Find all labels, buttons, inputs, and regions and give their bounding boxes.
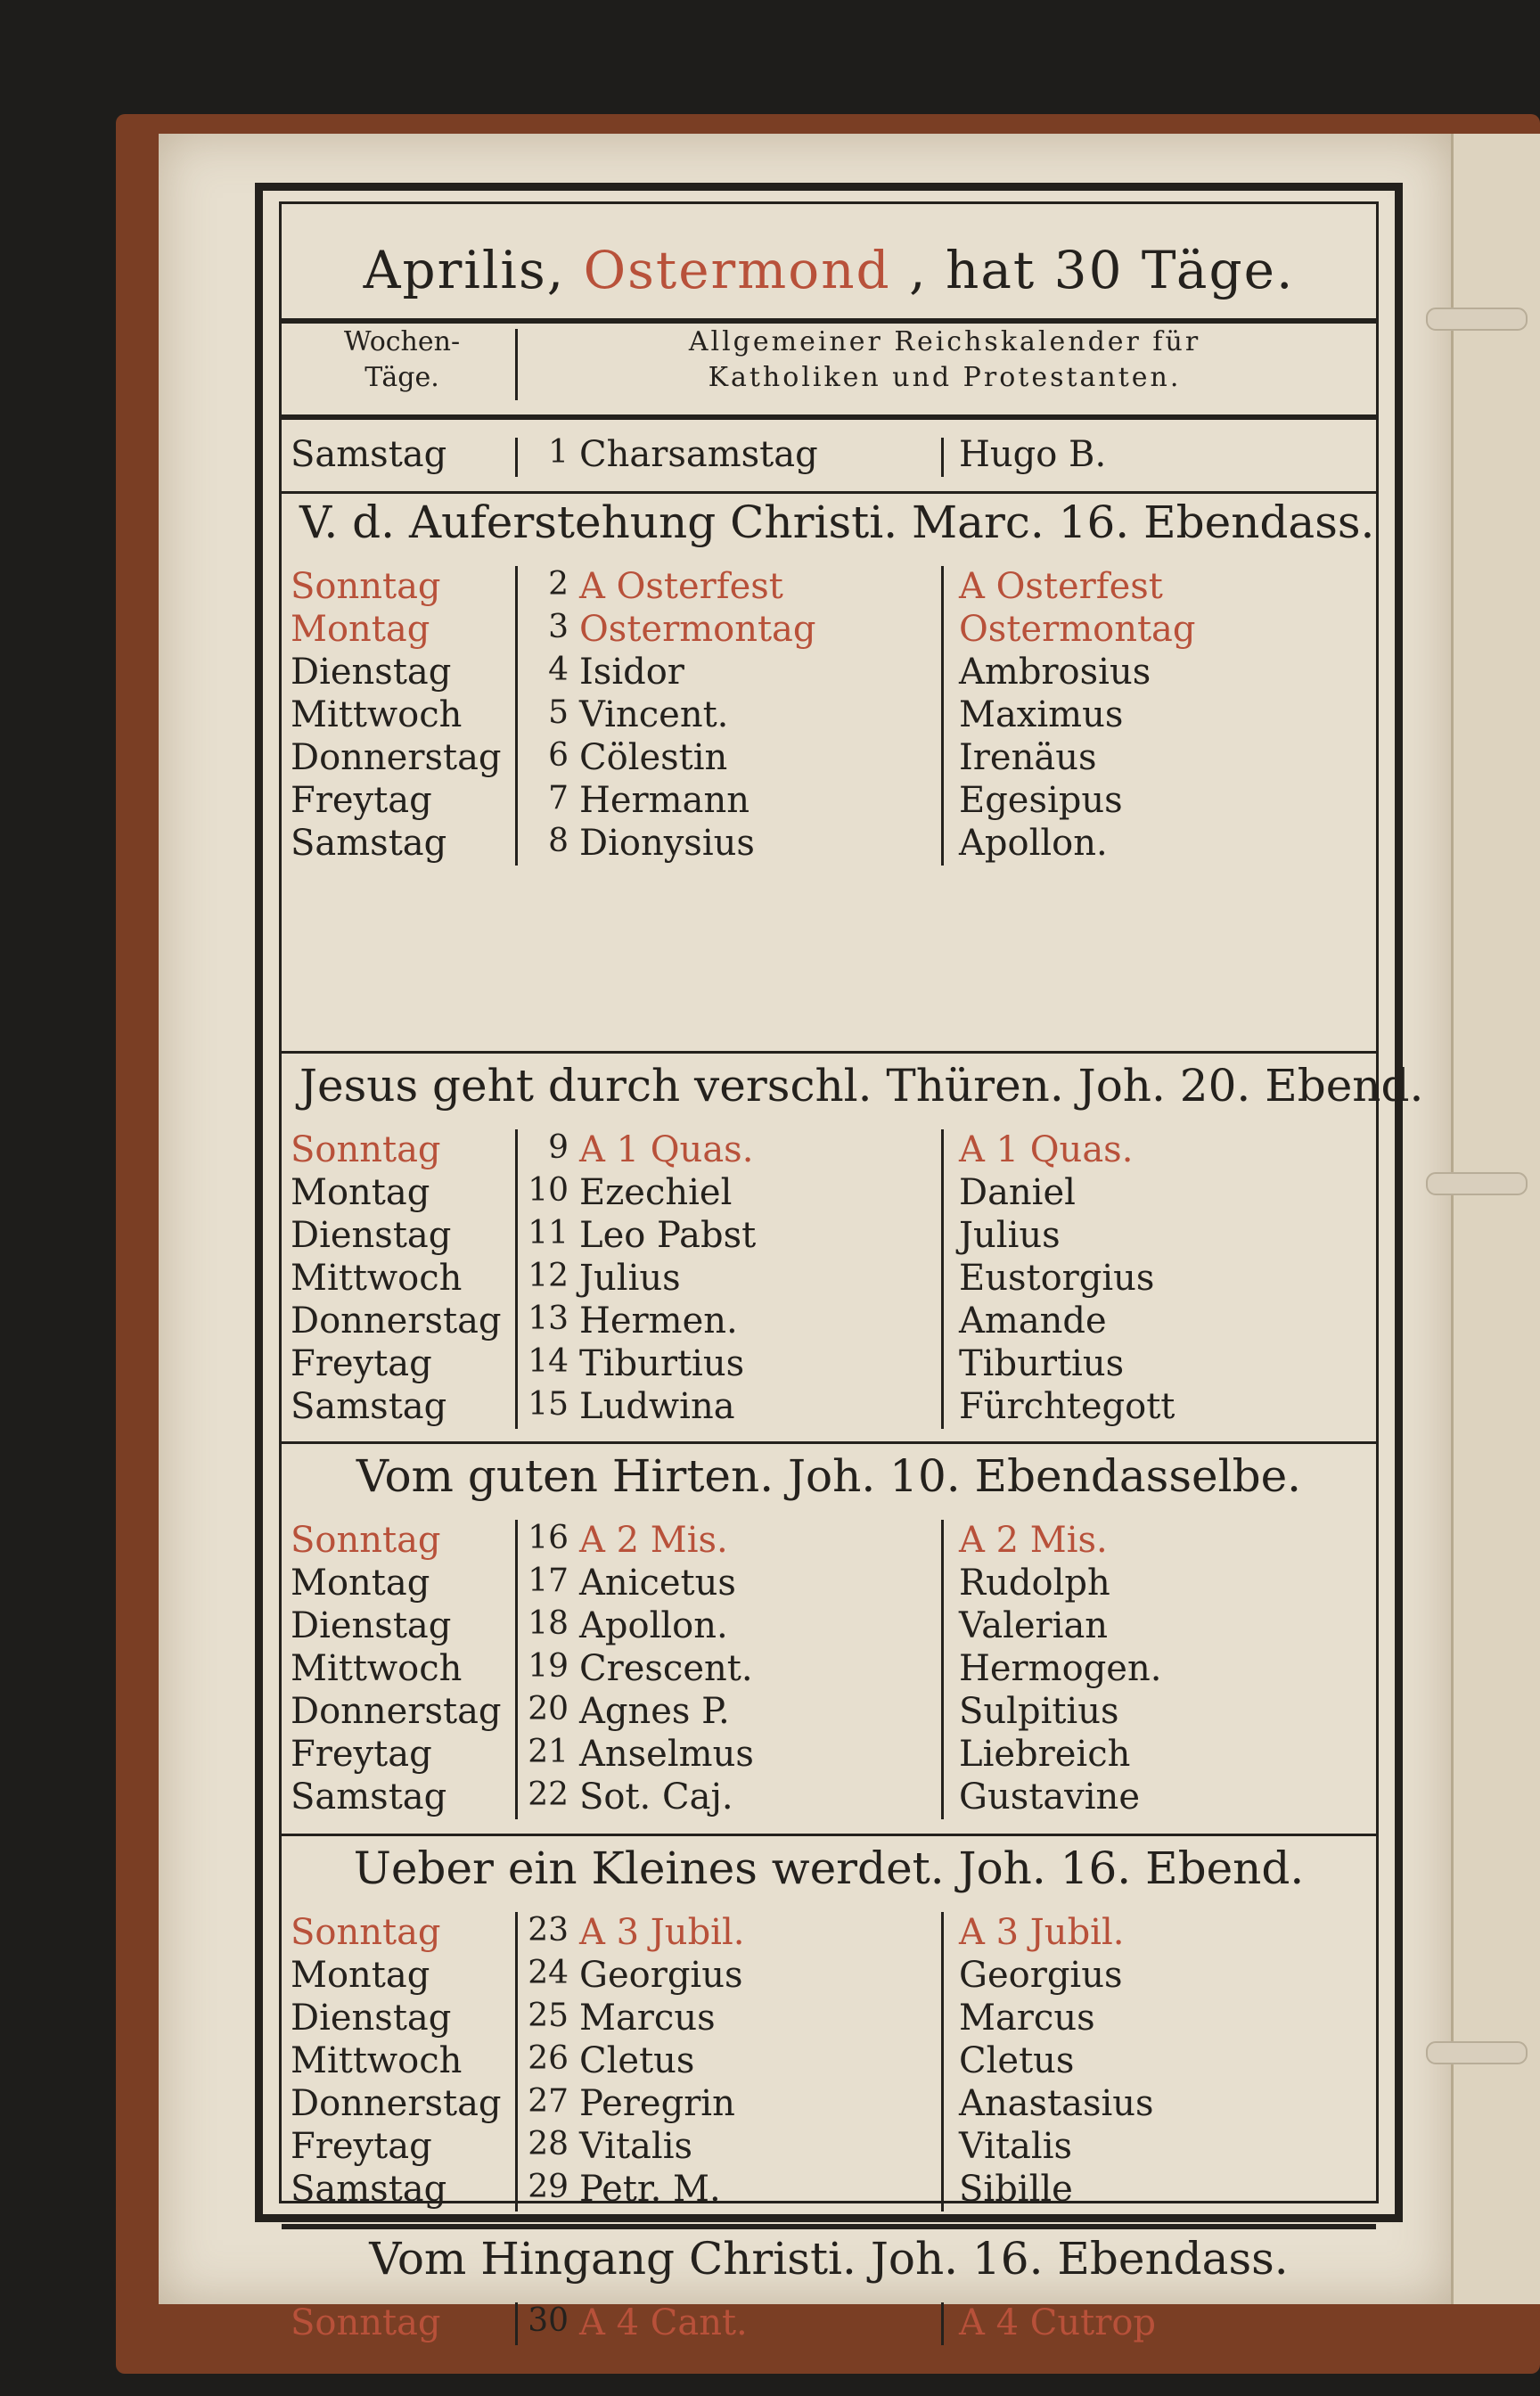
binding-stitch <box>1426 1172 1528 1195</box>
calendar-header-line2: Katholiken und Protestanten. <box>708 362 1182 393</box>
calendar-row <box>282 1648 1376 1691</box>
weekday: Donnerstag <box>291 1301 502 1342</box>
calendar-row <box>282 1912 1376 1955</box>
catholic-feast: Peregrin <box>579 2083 735 2124</box>
calendar-row <box>282 1215 1376 1258</box>
protestant-feast: A 3 Jubil. <box>959 1912 1125 1953</box>
protestant-feast: Maximus <box>959 694 1124 735</box>
weekday: Sonntag <box>291 1129 441 1170</box>
calendar-row <box>282 1386 1376 1429</box>
calendar-row <box>282 2302 1376 2345</box>
day-number: 20 <box>528 1691 569 1727</box>
divider <box>282 318 1376 324</box>
calendar-row <box>282 1520 1376 1563</box>
weekday: Samstag <box>291 823 447 864</box>
divider <box>941 1520 944 1819</box>
weekday: Freytag <box>291 1343 432 1384</box>
calendar-row <box>282 2040 1376 2083</box>
weekday: Dienstag <box>291 1215 452 1256</box>
catholic-feast: Ludwina <box>579 1386 735 1427</box>
day-number: 26 <box>528 2040 569 2077</box>
days-count: hat 30 Täge. <box>946 240 1295 300</box>
divider <box>941 1129 944 1429</box>
weekday: Mittwoch <box>291 694 463 735</box>
weekday: Montag <box>291 1563 430 1604</box>
calendar-row <box>282 1955 1376 1998</box>
catholic-feast: Vitalis <box>579 2126 693 2167</box>
calendar-row <box>282 1129 1376 1172</box>
day-number: 11 <box>528 1215 569 1251</box>
calendar-frame <box>255 183 1424 2343</box>
facing-page-edge <box>1451 134 1540 2304</box>
binding-stitch <box>1426 308 1528 331</box>
day-number: 1 <box>548 434 569 471</box>
weekday: Sonntag <box>291 1912 441 1953</box>
protestant-feast: Ostermontag <box>959 609 1196 650</box>
catholic-feast: Georgius <box>579 1955 743 1996</box>
calendar-row <box>282 1563 1376 1605</box>
weekdays-header <box>299 324 504 396</box>
day-number: 17 <box>528 1563 569 1599</box>
protestant-feast: Apollon. <box>959 823 1108 864</box>
catholic-feast: Hermen. <box>579 1301 738 1342</box>
catholic-feast: Tiburtius <box>579 1343 745 1384</box>
day-number: 25 <box>528 1998 569 2034</box>
calendar-row <box>282 609 1376 652</box>
calendar-row <box>282 823 1376 866</box>
catholic-feast: Dionysius <box>579 823 755 864</box>
weekday: Freytag <box>291 780 432 821</box>
day-number: 15 <box>528 1386 569 1423</box>
protestant-feast: Ambrosius <box>959 652 1151 693</box>
protestant-feast: Valerian <box>959 1605 1109 1646</box>
protestant-feast: A 1 Quas. <box>959 1129 1134 1170</box>
catholic-feast: A 1 Quas. <box>579 1129 754 1170</box>
divider <box>515 1520 518 1819</box>
protestant-feast: Eustorgius <box>959 1258 1155 1299</box>
protestant-feast: Cletus <box>959 2040 1075 2081</box>
calendar-row <box>282 1258 1376 1301</box>
day-number: 29 <box>528 2169 569 2205</box>
page-title <box>282 240 1376 300</box>
calendar-row <box>282 2083 1376 2126</box>
catholic-feast: Cletus <box>579 2040 695 2081</box>
catholic-feast: Anselmus <box>579 1734 754 1775</box>
catholic-feast: Vincent. <box>579 694 729 735</box>
protestant-feast: Marcus <box>959 1998 1095 2039</box>
day-number: 12 <box>528 1258 569 1294</box>
weekday: Sonntag <box>291 1520 441 1561</box>
calendar-header-line1: Allgemeiner Reichskalender für <box>688 326 1201 357</box>
day-number: 21 <box>528 1734 569 1770</box>
day-number: 2 <box>548 566 569 603</box>
divider <box>515 329 518 400</box>
weekday: Donnerstag <box>291 2083 502 2124</box>
protestant-feast: Anastasius <box>959 2083 1154 2124</box>
catholic-feast: Julius <box>579 1258 681 1299</box>
weekdays-header-line2: Täge. <box>365 362 439 393</box>
day-number: 6 <box>548 737 569 774</box>
day-number: 22 <box>528 1776 569 1813</box>
divider <box>515 566 518 866</box>
weekday: Donnerstag <box>291 737 502 778</box>
day-number: 27 <box>528 2083 569 2120</box>
calendar-row <box>282 652 1376 694</box>
catholic-feast: Cölestin <box>579 737 728 778</box>
weekday: Montag <box>291 1955 430 1996</box>
weekday: Samstag <box>291 1776 447 1818</box>
weekday: Dienstag <box>291 652 452 693</box>
day-number: 3 <box>548 609 569 645</box>
catholic-feast: Marcus <box>579 1998 716 2039</box>
calendar-row <box>282 566 1376 609</box>
day-number: 23 <box>528 1912 569 1949</box>
protestant-feast: Daniel <box>959 1172 1076 1213</box>
month-german-name: Ostermond <box>583 240 891 300</box>
protestant-feast: Julius <box>959 1215 1061 1256</box>
divider <box>515 438 518 477</box>
catholic-feast: Leo Pabst <box>579 1215 757 1256</box>
protestant-feast: Vitalis <box>959 2126 1073 2167</box>
catholic-feast: A 3 Jubil. <box>579 1912 745 1953</box>
weekday: Mittwoch <box>291 2040 463 2081</box>
divider <box>941 1912 944 2211</box>
calendar-row <box>282 737 1376 780</box>
divider <box>515 2302 518 2345</box>
weekday: Sonntag <box>291 566 441 607</box>
divider <box>282 2224 1376 2229</box>
divider <box>515 1912 518 2211</box>
protestant-feast: A 4 Cutrop <box>959 2302 1157 2343</box>
catholic-feast: Apollon. <box>579 1605 728 1646</box>
weekday: Samstag <box>291 2169 447 2210</box>
weekday: Mittwoch <box>291 1258 463 1299</box>
catholic-feast: A Osterfest <box>579 566 783 607</box>
day-number: 14 <box>528 1343 569 1380</box>
calendar-row-first <box>282 434 1376 477</box>
day-number: 7 <box>548 780 569 816</box>
protestant-feast: Hugo B. <box>959 434 1107 475</box>
weekday: Samstag <box>291 434 447 475</box>
calendar-table <box>279 201 1424 2343</box>
week-heading: Jesus geht durch verschl. Thüren. Joh. 20. Ebend. <box>299 1060 1424 1112</box>
protestant-feast: A 2 Mis. <box>959 1520 1108 1561</box>
calendar-row <box>282 694 1376 737</box>
catholic-feast: Crescent. <box>579 1648 753 1689</box>
catholic-feast: Agnes P. <box>579 1691 730 1732</box>
week-heading: Ueber ein Kleines werdet. Joh. 16. Ebend. <box>353 1842 1305 1894</box>
week-heading: Vom Hingang Christi. Joh. 16. Ebendass. <box>369 2233 1289 2285</box>
calendar-row <box>282 2169 1376 2211</box>
week-heading: Vom guten Hirten. Joh. 10. Ebendasselbe. <box>356 1450 1302 1502</box>
protestant-feast: Gustavine <box>959 1776 1140 1818</box>
protestant-feast: Fürchtegott <box>959 1386 1175 1427</box>
protestant-feast: Tiburtius <box>959 1343 1125 1384</box>
calendar-row <box>282 1776 1376 1819</box>
weekday: Freytag <box>291 1734 432 1775</box>
weekday: Montag <box>291 609 430 650</box>
weekdays-header-line1: Wochen- <box>343 326 461 357</box>
catholic-feast: A 2 Mis. <box>579 1520 728 1561</box>
calendar-row <box>282 1734 1376 1776</box>
protestant-feast: A Osterfest <box>959 566 1163 607</box>
calendar-row <box>282 1301 1376 1343</box>
calendar-header <box>522 324 1367 396</box>
weekday: Sonntag <box>291 2302 441 2343</box>
day-number: 19 <box>528 1648 569 1685</box>
day-number: 24 <box>528 1955 569 1991</box>
divider <box>282 1834 1376 1836</box>
catholic-feast: Hermann <box>579 780 750 821</box>
divider <box>941 2302 944 2345</box>
protestant-feast: Hermogen. <box>959 1648 1162 1689</box>
protestant-feast: Rudolph <box>959 1563 1110 1604</box>
calendar-row <box>282 2126 1376 2169</box>
calendar-row <box>282 1691 1376 1734</box>
day-number: 5 <box>548 694 569 731</box>
binding-stitch <box>1426 2041 1528 2064</box>
protestant-feast: Irenäus <box>959 737 1097 778</box>
catholic-feast: Charsamstag <box>579 434 818 475</box>
protestant-feast: Liebreich <box>959 1734 1131 1775</box>
divider <box>282 1051 1376 1054</box>
protestant-feast: Sibille <box>959 2169 1073 2210</box>
weekday: Dienstag <box>291 1605 452 1646</box>
divider <box>941 566 944 866</box>
day-number: 13 <box>528 1301 569 1337</box>
day-number: 30 <box>528 2302 569 2339</box>
day-number: 9 <box>548 1129 569 1166</box>
day-number: 18 <box>528 1605 569 1642</box>
divider <box>282 491 1376 494</box>
catholic-feast: Sot. Caj. <box>579 1776 733 1818</box>
day-number: 16 <box>528 1520 569 1556</box>
day-number: 10 <box>528 1172 569 1209</box>
day-number: 8 <box>548 823 569 859</box>
weekday: Mittwoch <box>291 1648 463 1689</box>
protestant-feast: Egesipus <box>959 780 1123 821</box>
month-name: Aprilis, <box>363 240 566 300</box>
protestant-feast: Sulpitius <box>959 1691 1119 1732</box>
weekday: Donnerstag <box>291 1691 502 1732</box>
divider <box>282 414 1376 420</box>
protestant-feast: Georgius <box>959 1955 1123 1996</box>
weekday: Dienstag <box>291 1998 452 2039</box>
catholic-feast: A 4 Cant. <box>579 2302 748 2343</box>
catholic-feast: Ezechiel <box>579 1172 733 1213</box>
protestant-feast: Amande <box>959 1301 1107 1342</box>
weekday: Freytag <box>291 2126 432 2167</box>
title-comma: , <box>909 240 928 300</box>
calendar-row <box>282 1605 1376 1648</box>
calendar-row <box>282 1998 1376 2040</box>
calendar-row <box>282 1343 1376 1386</box>
catholic-feast: Isidor <box>579 652 684 693</box>
weekday: Montag <box>291 1172 430 1213</box>
divider <box>282 1441 1376 1444</box>
week-heading: V. d. Auferstehung Christi. Marc. 16. Ebendass. <box>299 496 1375 548</box>
catholic-feast: Anicetus <box>579 1563 736 1604</box>
divider <box>515 1129 518 1429</box>
catholic-feast: Petr. M. <box>579 2169 721 2210</box>
divider <box>941 438 944 477</box>
calendar-row <box>282 1172 1376 1215</box>
calendar-row <box>282 780 1376 823</box>
catholic-feast: Ostermontag <box>579 609 816 650</box>
weekday: Samstag <box>291 1386 447 1427</box>
day-number: 4 <box>548 652 569 688</box>
day-number: 28 <box>528 2126 569 2162</box>
